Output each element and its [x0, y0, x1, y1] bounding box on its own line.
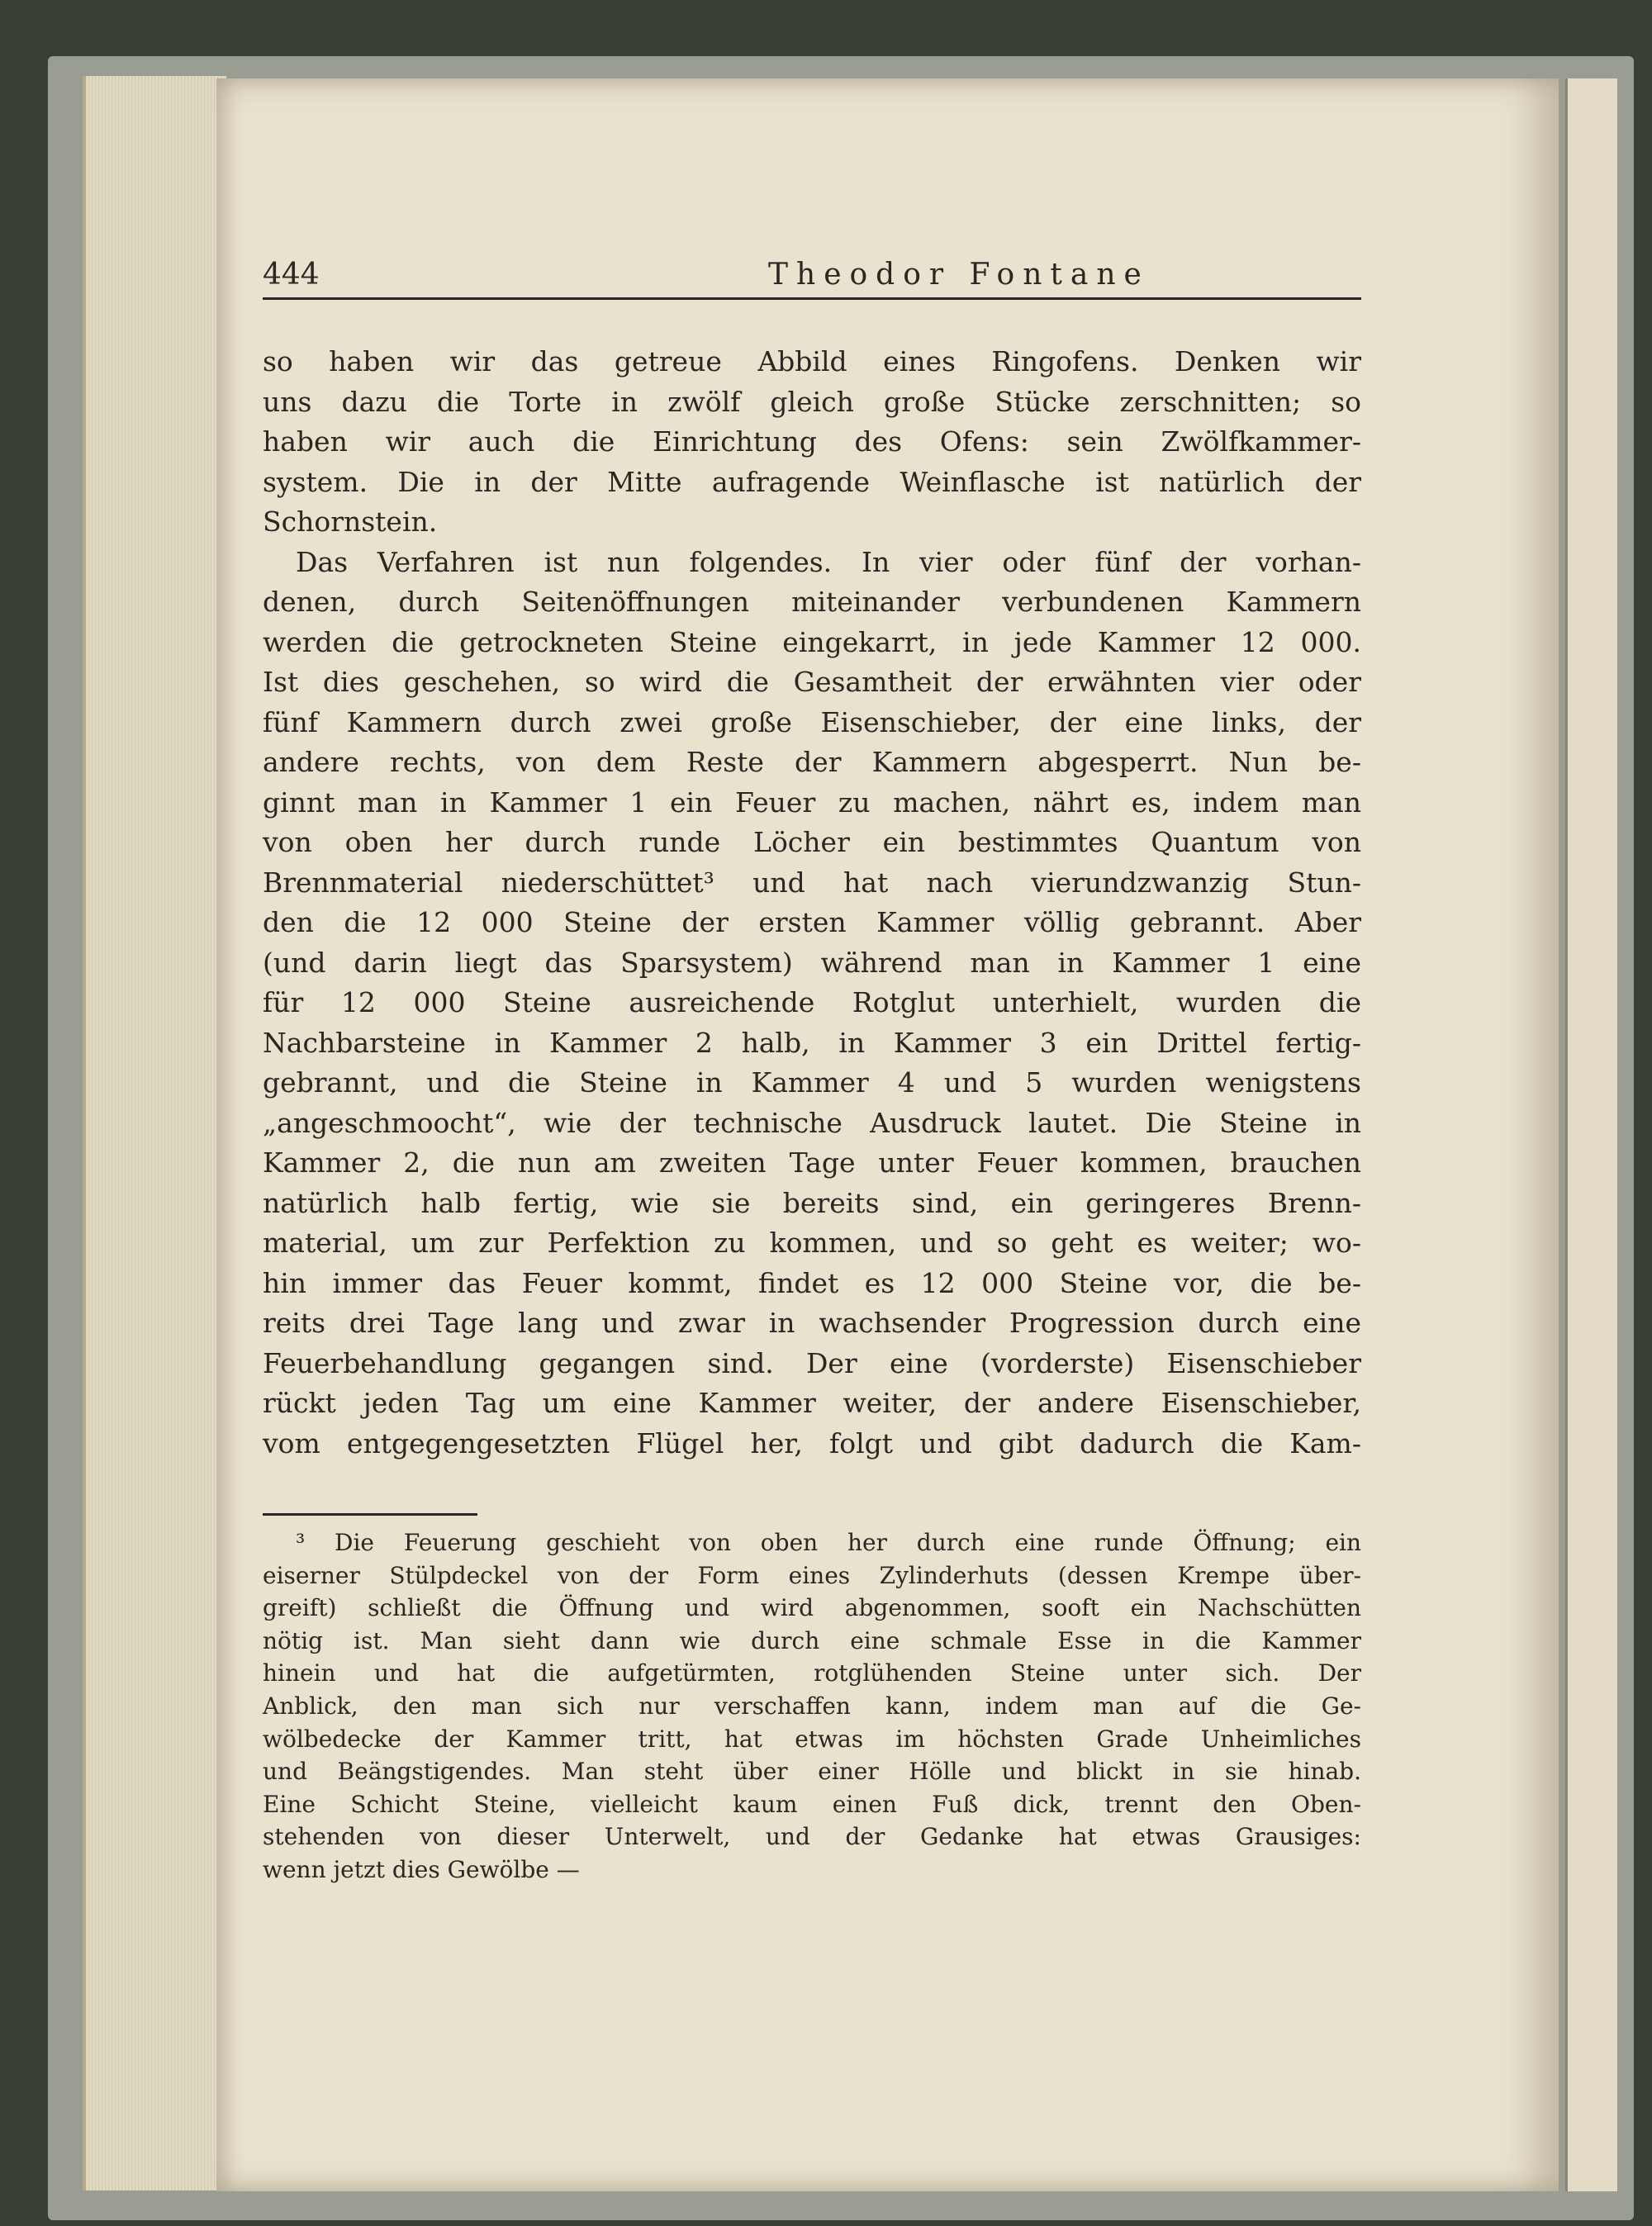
- footnote-line: stehenden von dieser Unterwelt, und der Gedanke hat etwas Grausiges:: [263, 1823, 1361, 1851]
- body-line: ginnt man in Kammer 1 ein Feuer zu machen, nährt es, indem man: [263, 786, 1361, 819]
- body-line: vom entgegengesetzten Flügel her, folgt und gibt dadurch die Kam-: [263, 1426, 1361, 1459]
- footnotes: [263, 1526, 1361, 1887]
- body-line: Schornstein.: [263, 505, 438, 538]
- footnote-line: eiserner Stülpdeckel von der Form eines Zylinderhuts (dessen Krempe über-: [263, 1561, 1361, 1589]
- body-line: Feuerbehandlung gegangen sind. Der eine (vorderste) Eisenschieber: [263, 1346, 1361, 1379]
- body-line: rückt jeden Tag um eine Kammer weiter, der andere Eisenschieber,: [263, 1387, 1361, 1419]
- body-line: fünf Kammern durch zwei große Eisenschieber, der eine links, der: [263, 705, 1361, 738]
- body-line: (und darin liegt das Sparsystem) während man in Kammer 1 eine: [263, 946, 1361, 979]
- footnote-line: greift) schließt die Öffnung und wird abgenommen, sooft ein Nachschütten: [263, 1594, 1361, 1622]
- footnote-line: Eine Schicht Steine, vielleicht kaum einen Fuß dick, trennt den Oben-: [263, 1790, 1361, 1818]
- body-line: reits drei Tage lang und zwar in wachsender Progression durch eine: [263, 1307, 1361, 1339]
- body-line: hin immer das Feuer kommt, findet es 12 000 Steine vor, die be-: [263, 1266, 1361, 1299]
- body-line: andere rechts, von dem Reste der Kammern abgesperrt. Nun be-: [263, 746, 1361, 778]
- page-edges: [83, 76, 226, 2190]
- body-line: von oben her durch runde Löcher ein bestimmtes Quantum von: [263, 826, 1361, 858]
- next-page-edge: [1565, 78, 1617, 2191]
- body-line: Kammer 2, die nun am zweiten Tage unter Feuer kommen, brauchen: [263, 1146, 1361, 1179]
- body-line: für 12 000 Steine ausreichende Rotglut unterhielt, wurden die: [263, 986, 1361, 1018]
- body-line: system. Die in der Mitte aufragende Weinflasche ist natürlich der: [263, 465, 1361, 498]
- body-line: Brennmaterial niederschüttet³ und hat nach vierundzwanzig Stun-: [263, 866, 1361, 899]
- body-line: „angeschmoocht“, wie der technische Ausdruck lautet. Die Steine in: [263, 1106, 1361, 1139]
- body-line: so haben wir das getreue Abbild eines Ringofens. Denken wir: [263, 345, 1361, 377]
- footnote-divider: [263, 1513, 477, 1516]
- body-line: haben wir auch die Einrichtung des Ofens: sein Zwölfkammer-: [263, 425, 1361, 458]
- body-line: denen, durch Seitenöffnungen miteinander verbundenen Kammern: [263, 586, 1361, 618]
- body-line: natürlich halb fertig, wie sie bereits sind, ein geringeres Brenn-: [263, 1186, 1361, 1219]
- running-header: [263, 258, 1361, 300]
- body-line: Das Verfahren ist nun folgendes. In vier oder fünf der vorhan-: [296, 545, 1361, 578]
- footnote-line: nötig ist. Man sieht dann wie durch eine schmale Esse in die Kammer: [263, 1626, 1361, 1654]
- page-number: 444: [263, 258, 320, 292]
- footnote-line: ³ Die Feuerung geschieht von oben her durch eine runde Öffnung; ein: [296, 1529, 1361, 1556]
- body-line: Nachbarsteine in Kammer 2 halb, in Kammer 3 ein Drittel fertig-: [263, 1026, 1361, 1059]
- body-line: material, um zur Perfektion zu kommen, und so geht es weiter; wo-: [263, 1227, 1361, 1259]
- body-line: uns dazu die Torte in zwölf gleich große Stücke zerschnitten; so: [263, 385, 1361, 418]
- footnote-line: Anblick, den man sich nur verschaffen kann, indem man auf die Ge-: [263, 1692, 1361, 1720]
- footnote-line: wenn jetzt dies Gewölbe —: [263, 1855, 580, 1883]
- body-line: gebrannt, und die Steine in Kammer 4 und 5 wurden wenigstens: [263, 1066, 1361, 1099]
- footnote-line: wölbedecke der Kammer tritt, hat etwas im höchsten Grade Unheimliches: [263, 1725, 1361, 1753]
- running-title: Theodor Fontane: [768, 258, 1150, 292]
- footnote-line: hinein und hat die aufgetürmten, rotglühenden Steine unter sich. Der: [263, 1659, 1361, 1687]
- body-line: Ist dies geschehen, so wird die Gesamtheit der erwähnten vier oder: [263, 666, 1361, 698]
- footnote-line: und Beängstigendes. Man steht über einer Hölle und blickt in sie hinab.: [263, 1758, 1361, 1786]
- body-text: [263, 342, 1361, 1464]
- body-line: werden die getrockneten Steine eingekarrt, in jede Kammer 12 000.: [263, 625, 1361, 658]
- body-line: den die 12 000 Steine der ersten Kammer völlig gebrannt. Aber: [263, 906, 1361, 938]
